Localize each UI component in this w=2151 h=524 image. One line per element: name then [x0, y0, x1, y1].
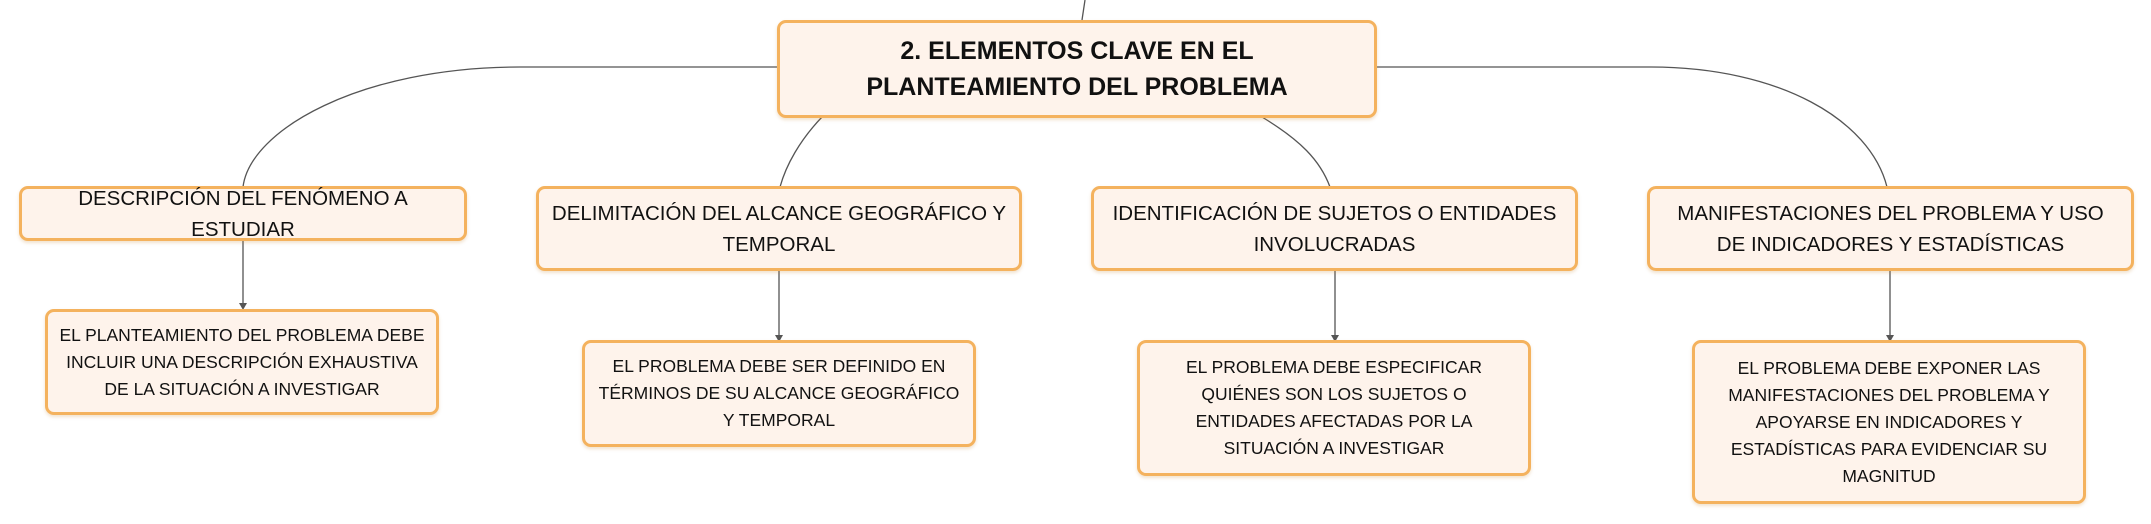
- branch-node-description[interactable]: [19, 186, 467, 241]
- leaf-node-description[interactable]: [45, 309, 439, 415]
- connector-root-branch-3: [1262, 117, 1330, 187]
- branch-node-label: IDENTIFICACIÓN DE SUJETOS O ENTIDADES INVOLUCRADAS: [1112, 201, 1557, 256]
- connector-parent: [1082, 0, 1085, 20]
- branch-node-label: DELIMITACIÓN DEL ALCANCE GEOGRÁFICO Y TEMPORAL: [551, 201, 1007, 256]
- leaf-node-text: EL PROBLEMA DEBE SER DEFINIDO EN TÉRMINOS DE SU ALCANCE GEOGRÁFICO Y TEMPORAL: [598, 356, 960, 430]
- leaf-node-identification[interactable]: [1137, 340, 1531, 476]
- branch-node-identification[interactable]: [1091, 186, 1578, 271]
- branch-node-delimitation[interactable]: [536, 186, 1022, 271]
- leaf-node-text: EL PROBLEMA DEBE ESPECIFICAR QUIÉNES SON LOS SUJETOS O ENTIDADES AFECTADAS POR LA SITUACIÓN A INVESTIGAR: [1186, 357, 1482, 458]
- connector-root-branch-4: [1376, 67, 1887, 187]
- leaf-node-delimitation[interactable]: [582, 340, 976, 447]
- leaf-node-text: EL PLANTEAMIENTO DEL PROBLEMA DEBE INCLUIR UNA DESCRIPCIÓN EXHAUSTIVA DE LA SITUACIÓN A INVESTIGAR: [59, 324, 425, 399]
- branch-node-label: DESCRIPCIÓN DEL FENÓMENO A ESTUDIAR: [78, 186, 408, 241]
- root-node[interactable]: [777, 20, 1377, 118]
- leaf-node-text: EL PROBLEMA DEBE EXPONER LAS MANIFESTACIONES DEL PROBLEMA Y APOYARSE EN INDICADORES Y ESTADÍSTICAS PARA EVIDENCIAR SU MAGNITUD: [1728, 357, 2050, 486]
- branch-node-label: MANIFESTACIONES DEL PROBLEMA Y USO DE INDICADORES Y ESTADÍSTICAS: [1677, 201, 2104, 256]
- connector-root-branch-1: [243, 67, 778, 187]
- root-node-label: 2. ELEMENTOS CLAVE EN EL PLANTEAMIENTO DEL PROBLEMA: [866, 37, 1288, 101]
- connector-root-branch-2: [780, 117, 822, 187]
- leaf-node-manifestations[interactable]: [1692, 340, 2086, 504]
- branch-node-manifestations[interactable]: [1647, 186, 2134, 271]
